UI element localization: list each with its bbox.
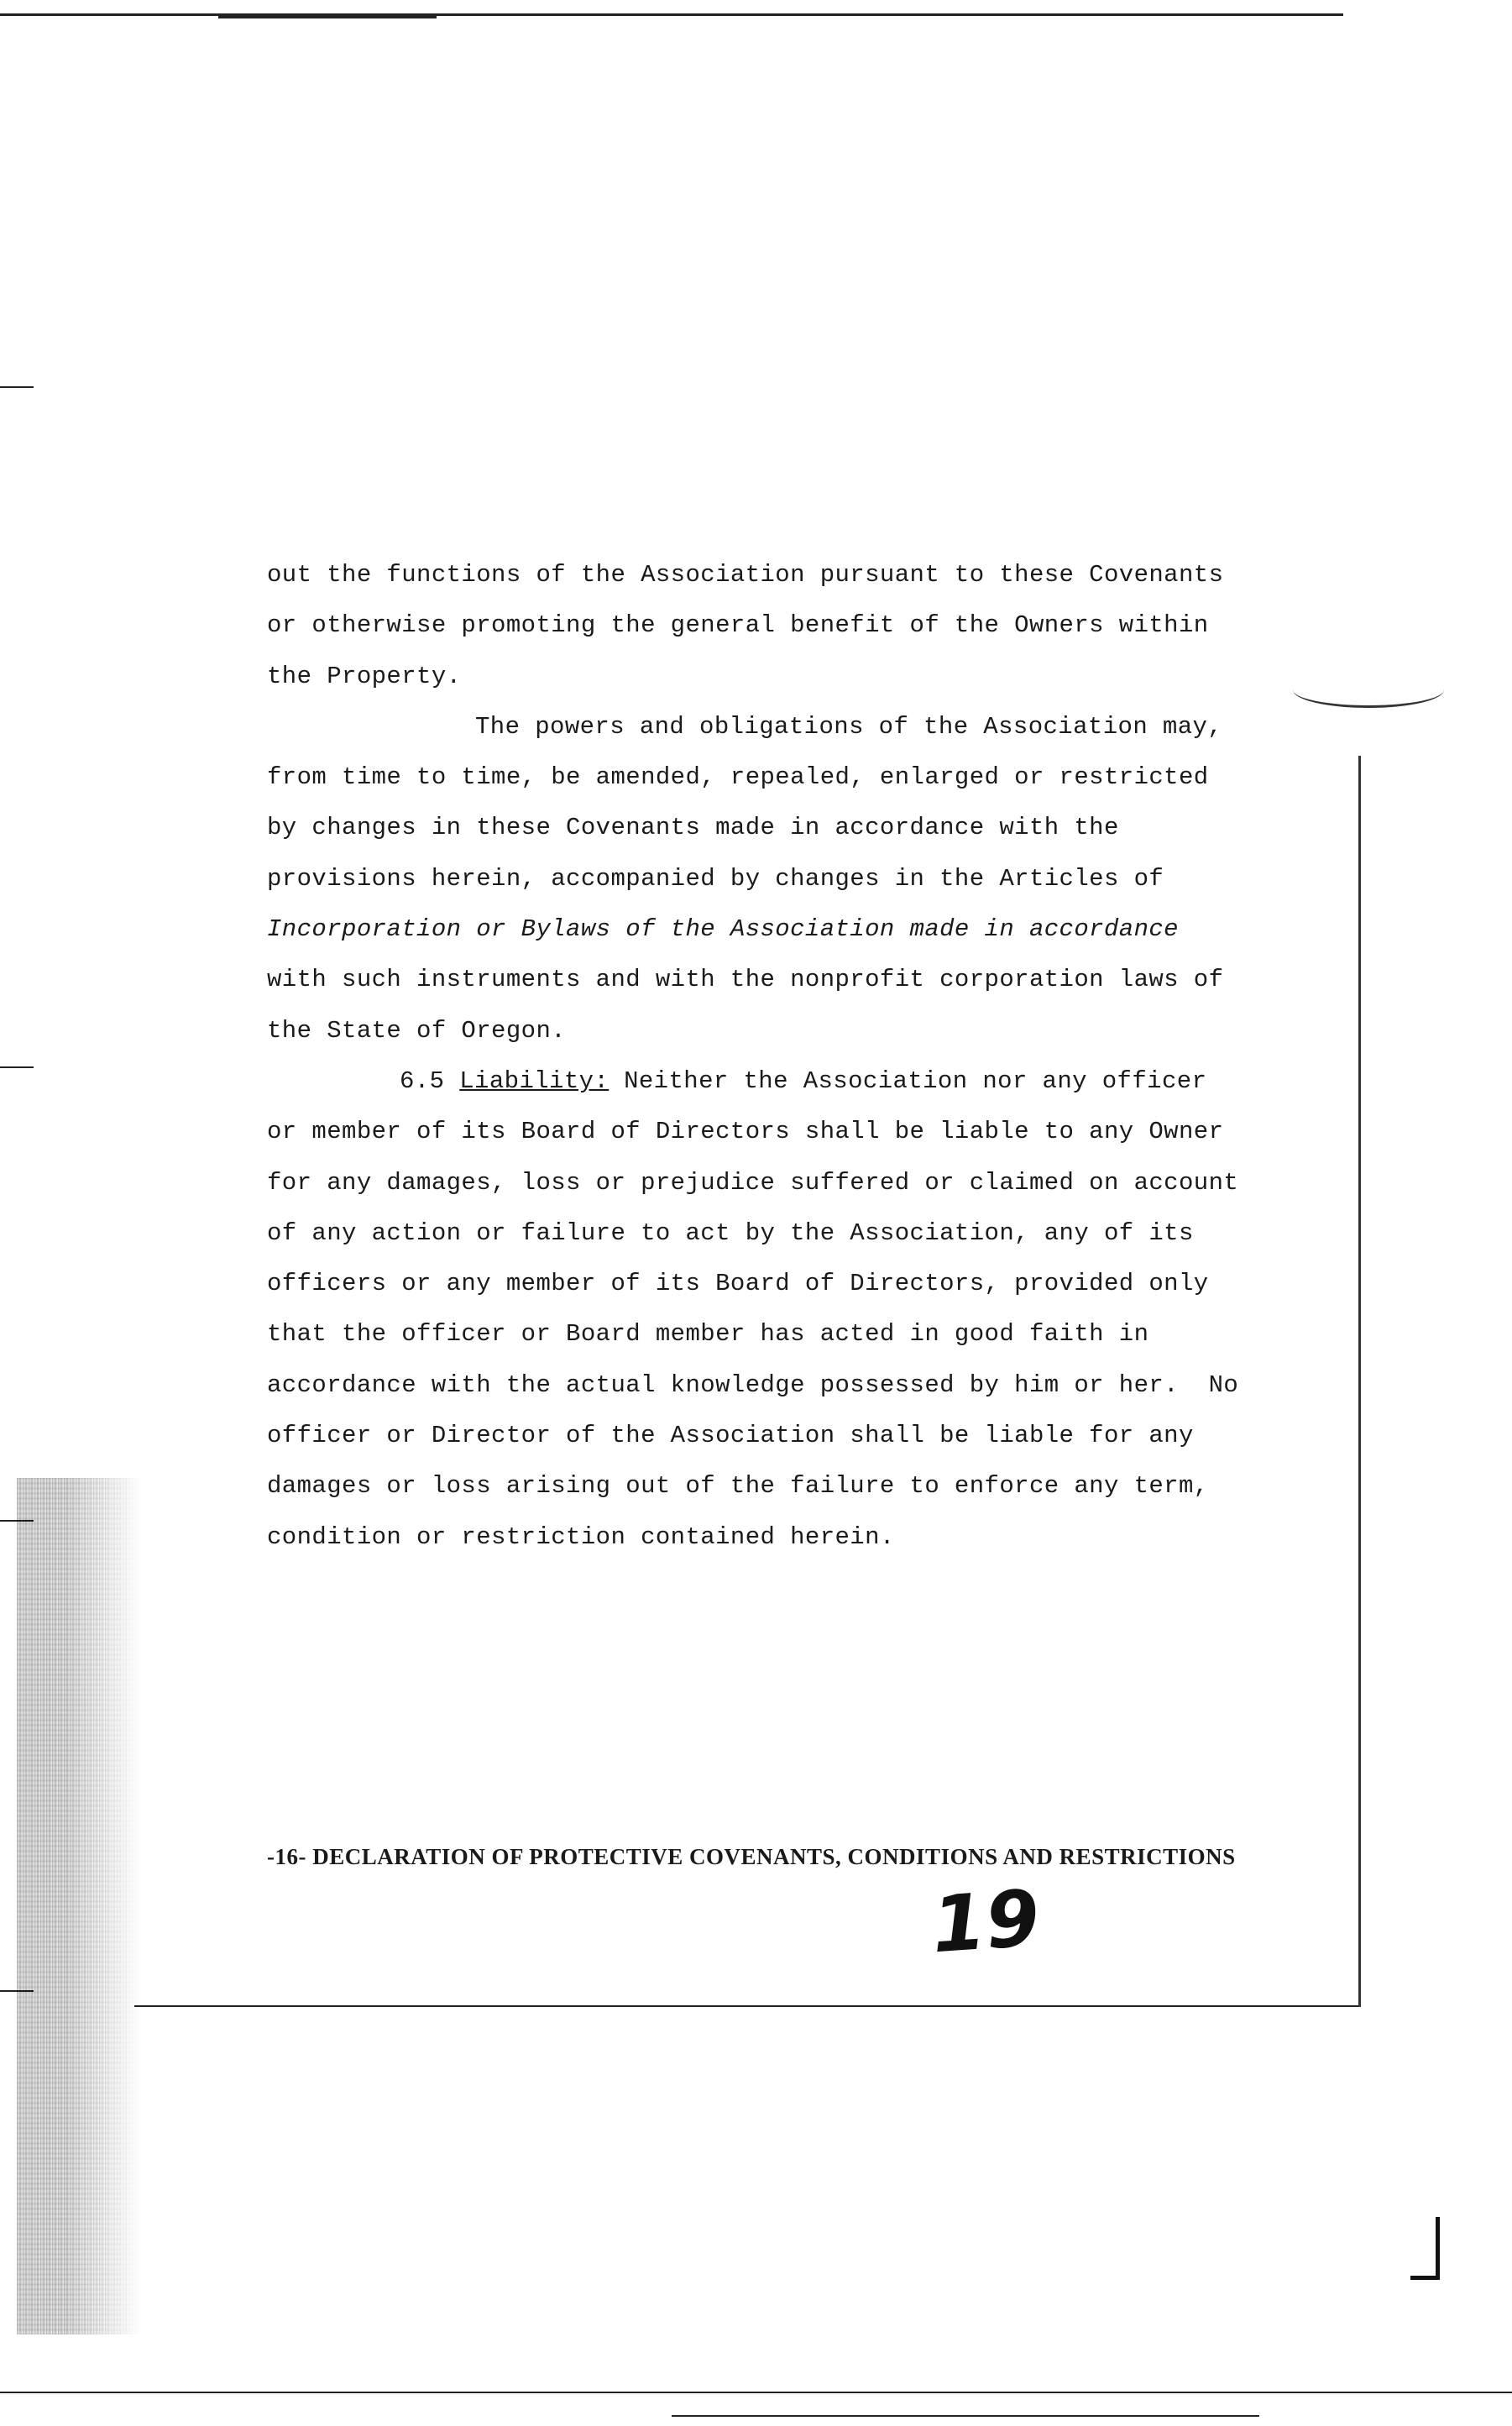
section-heading: Liability: [459,1066,610,1095]
text-line: out the functions of the Association pursuant to these Covenants [267,561,1224,589]
text-line: that the officer or Board member has acted in good faith in [267,1320,1149,1349]
text-line: the Property. [267,662,462,690]
section-heading-line [267,1056,1283,1107]
text-line: for any damages, loss or prejudice suffered or claimed on account [267,1168,1239,1197]
document-body [267,550,1283,1563]
text-line: accordance with the actual knowledge possessed by him or her. No [267,1370,1239,1399]
bottom-rule [134,2005,1360,2007]
text-line: by changes in these Covenants made in accordance with the [267,814,1119,842]
section-heading-rest: Neither the Association nor any officer [609,1066,1207,1095]
section-number: 6.5 [400,1066,445,1095]
text-line: or member of its Board of Directors shall be liable to any Owner [267,1118,1224,1146]
text-line: or otherwise promoting the general benefit of the Owners within [267,611,1209,640]
left-margin-mark [0,386,34,388]
text-line: The powers and obligations of the Association may, [475,712,1223,741]
left-edge-scan-noise [17,1478,143,2334]
text-line: from time to time, be amended, repealed, enlarged or restricted [267,763,1209,792]
handwritten-page-number: 19 [929,1873,1043,1971]
text-line: of any action or failure to act by the Association, any of its [267,1218,1194,1247]
text-line: with such instruments and with the nonprofit corporation laws of [267,966,1224,994]
right-margin-curve [1293,672,1444,708]
left-margin-mark-2 [0,1066,34,1068]
text-line: the State of Oregon. [267,1016,567,1045]
bottom-right-corner-mark [1410,2217,1440,2280]
text-line: Incorporation or Bylaws of the Association made in accordance [267,915,1179,944]
right-page-border [1358,756,1361,2007]
text-line: provisions herein, accompanied by changes in the Articles of [267,864,1164,893]
text-line: condition or restriction contained herein. [267,1522,895,1551]
text-line: damages or loss arising out of the failure to enforce any term, [267,1472,1209,1501]
page-footer: -16- DECLARATION OF PROTECTIVE COVENANTS, CONDITIONS AND RESTRICTIONS [267,1844,1236,1869]
top-scan-edge-thick [218,15,437,18]
top-scan-edge [0,13,1343,16]
bottom-scan-edge [0,2392,1512,2393]
text-line: officer or Director of the Association shall be liable for any [267,1422,1194,1450]
text-line: officers or any member of its Board of Directors, provided only [267,1270,1209,1298]
bottom-scan-edge-2 [672,2415,1259,2417]
